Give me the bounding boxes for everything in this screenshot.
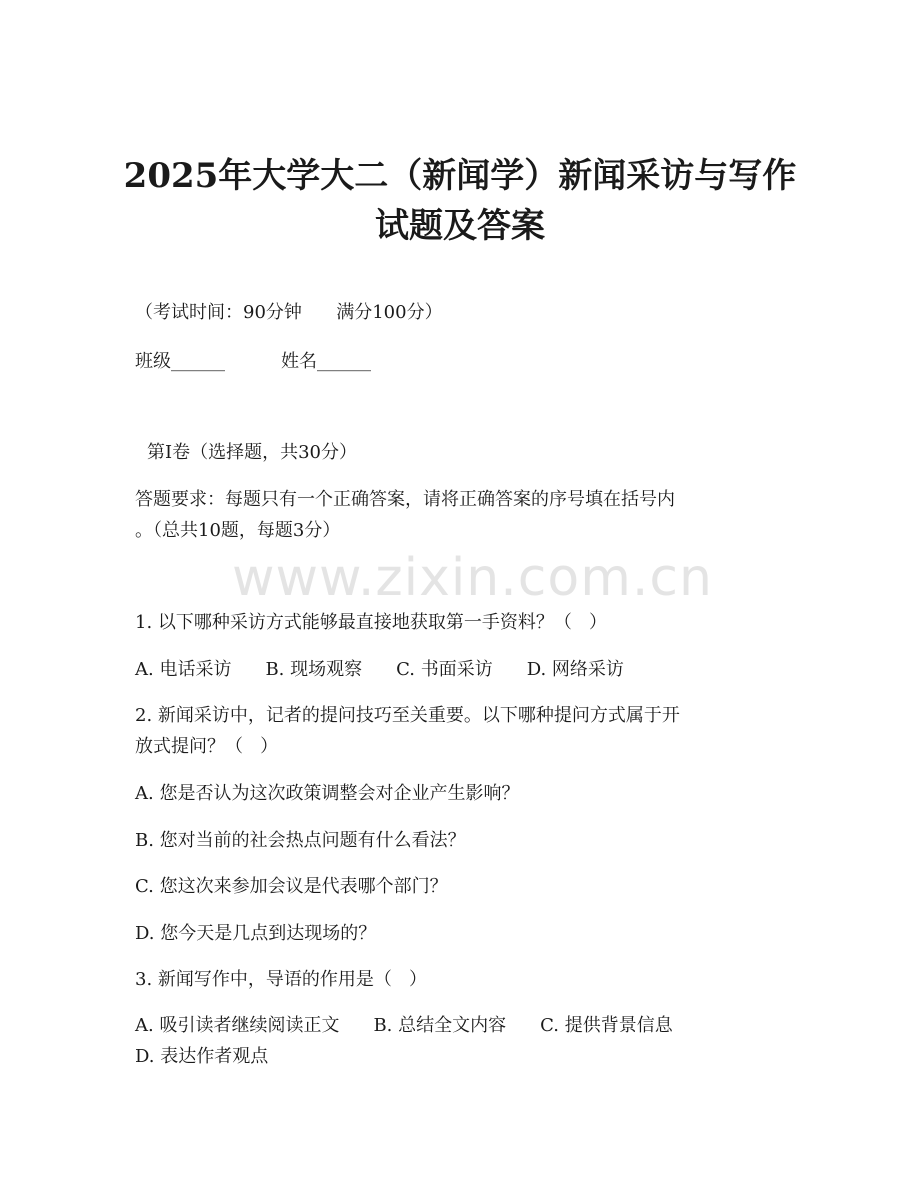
document-title-line2: 试题及答案 [375, 206, 545, 246]
question-3-options-row1 [135, 1015, 673, 1037]
question-2-stem-line2: 放式提问？（ ） [135, 736, 279, 757]
question-1-options [135, 659, 624, 681]
question-1-option-d: D. 网络采访 [526, 659, 624, 680]
question-2-option-c: C. 您这次来参加会议是代表哪个部门？ [135, 876, 448, 897]
question-1-option-c: C. 书面采访 [396, 659, 493, 680]
student-info-row [135, 351, 371, 373]
question-2-option-b: B. 您对当前的社会热点问题有什么看法？ [135, 830, 466, 851]
question-3-option-c: C. 提供背景信息 [540, 1015, 673, 1036]
question-2-option-d: D. 您今天是几点到达现场的？ [135, 923, 377, 944]
question-1-stem: 1. 以下哪种采访方式能够最直接地获取第一手资料？（ ） [135, 612, 608, 633]
watermark: www.zixin.com.cn [232, 548, 713, 608]
question-3-stem: 3. 新闻写作中，导语的作用是（ ） [135, 969, 428, 990]
instructions-line1: 答题要求：每题只有一个正确答案，请将正确答案的序号填在括号内 [135, 489, 675, 510]
question-1-option-b: B. 现场观察 [265, 659, 363, 680]
question-3-option-d: D. 表达作者观点 [135, 1046, 269, 1067]
name-field: 姓名______ [281, 351, 371, 372]
question-2-option-a: A. 您是否认为这次政策调整会对企业产生影响？ [135, 783, 520, 804]
instructions-line2: 。（总共10题，每题3分） [135, 520, 341, 541]
class-field: 班级______ [135, 351, 225, 372]
question-1-option-a: A. 电话采访 [135, 659, 232, 680]
question-3-option-b: B. 总结全文内容 [373, 1015, 507, 1036]
question-2-stem-line1: 2. 新闻采访中，记者的提问技巧至关重要。以下哪种提问方式属于开 [135, 705, 680, 726]
exam-info: （考试时间：90分钟 满分100分） [135, 302, 443, 323]
section-heading: 第Ⅰ卷（选择题，共30分） [147, 442, 358, 463]
document-title-line1: 2025年大学大二（新闻学）新闻采访与写作 [123, 156, 797, 196]
question-3-option-a: A. 吸引读者继续阅读正文 [135, 1015, 340, 1036]
